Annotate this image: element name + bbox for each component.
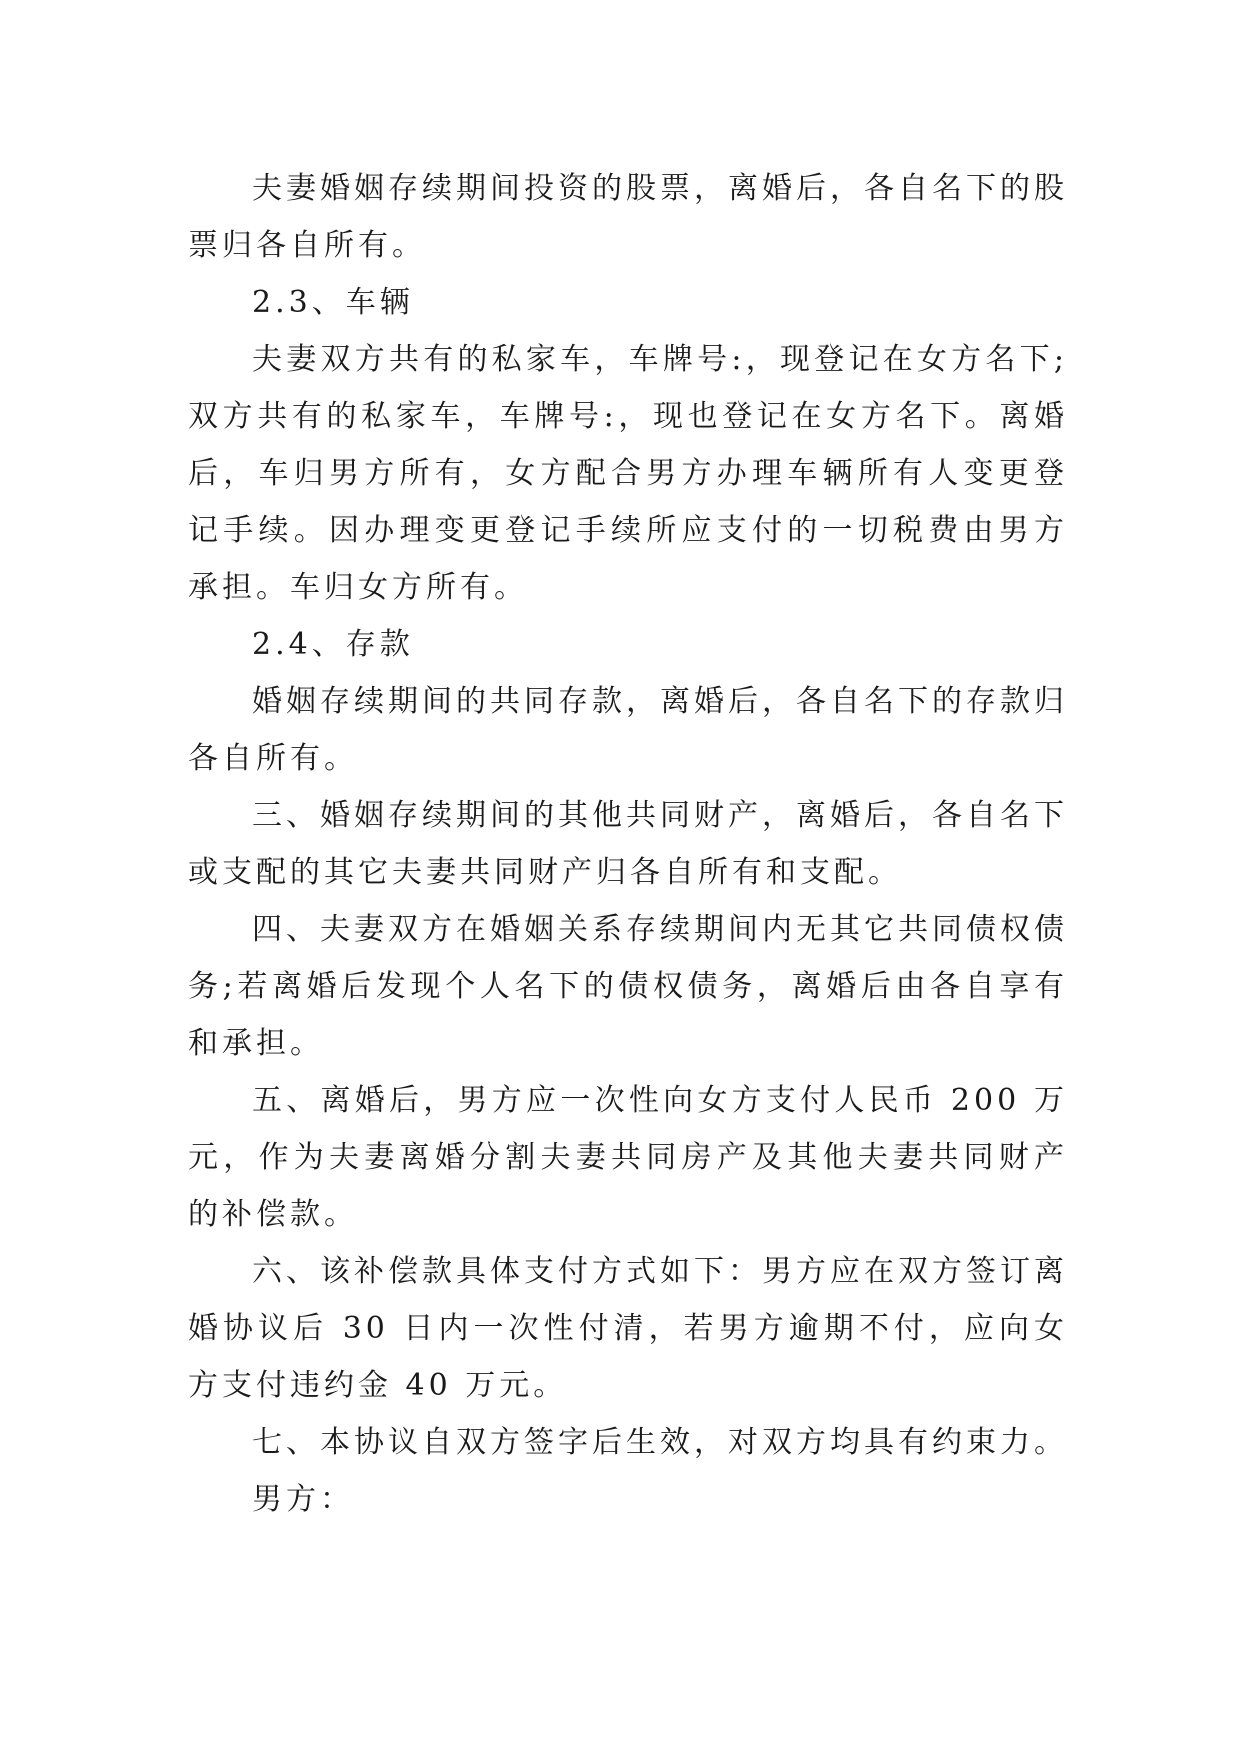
clause-six: 六、该补偿款具体支付方式如下：男方应在双方签订离婚协议后 30 日内一次性付清，若男方逾期不付，应向女方支付违约金 40 万元。	[188, 1254, 1068, 1403]
paragraph-vehicles: 夫妻双方共有的私家车，车牌号:，现登记在女方名下;双方共有的私家车，车牌号:，现也登记在女方名下。离婚后，车归男方所有，女方配合男方办理车辆所有人变更登记手续。因办理变更登记手续所应支付的一切税费由男方承担。车归女方所有。	[188, 342, 1068, 605]
clause-four: 四、夫妻双方在婚姻关系存续期间内无其它共同债权债务;若离婚后发现个人名下的债权债务，离婚后由各自享有和承担。	[188, 912, 1068, 1061]
heading-deposits: 2.4、存款	[252, 627, 414, 662]
clause-five: 五、离婚后，男方应一次性向女方支付人民币 200 万元，作为夫妻离婚分割夫妻共同房产及其他夫妻共同财产的补偿款。	[188, 1083, 1068, 1232]
document-body	[188, 160, 1068, 1528]
heading-vehicles: 2.3、车辆	[252, 285, 414, 320]
clause-three: 三、婚姻存续期间的其他共同财产，离婚后，各自名下或支配的其它夫妻共同财产归各自所有和支配。	[188, 798, 1068, 890]
clause-seven: 七、本协议自双方签字后生效，对双方均具有约束力。	[252, 1425, 1068, 1460]
paragraph-deposits: 婚姻存续期间的共同存款，离婚后，各自名下的存款归各自所有。	[188, 684, 1068, 776]
signature-male-party: 男方：	[252, 1482, 354, 1517]
paragraph-stocks: 夫妻婚姻存续期间投资的股票，离婚后，各自名下的股票归各自所有。	[188, 171, 1068, 263]
